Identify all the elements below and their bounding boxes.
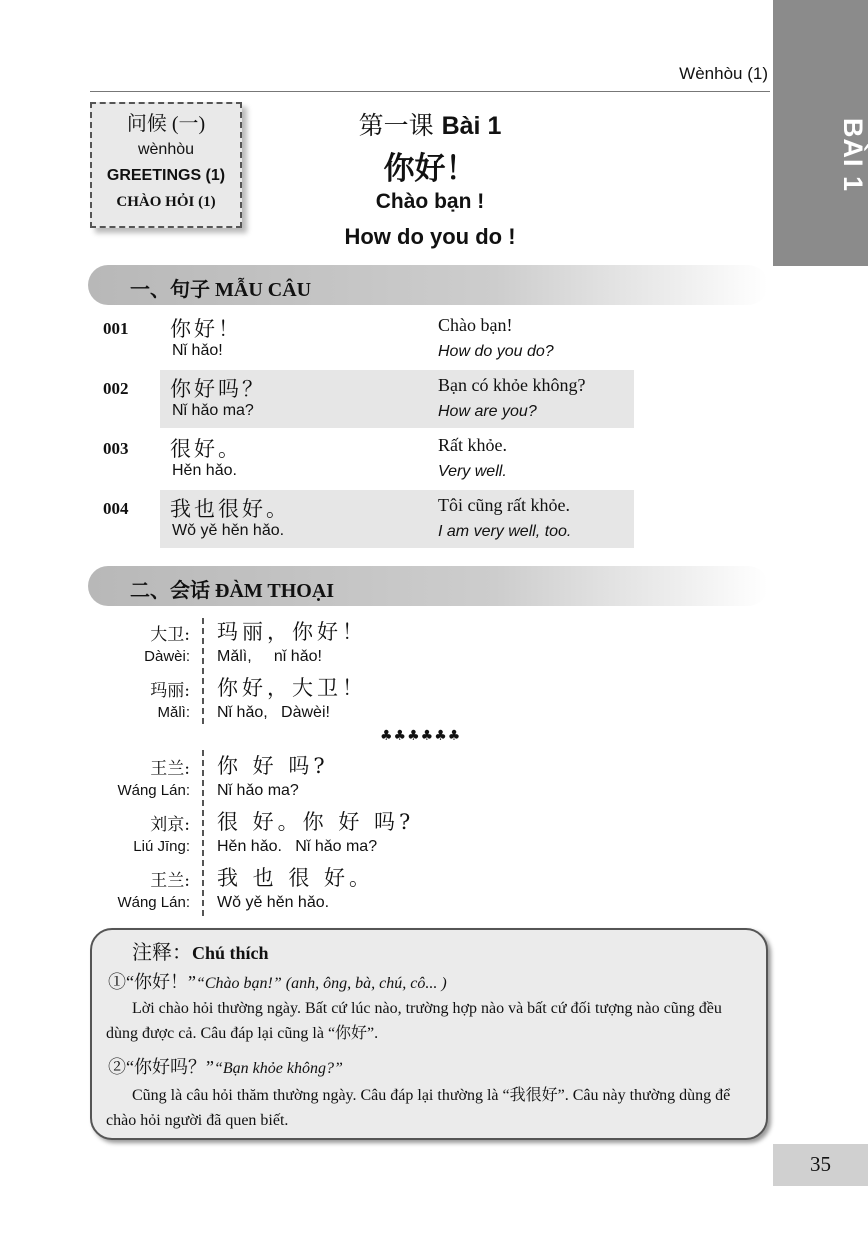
dialogue-line — [90, 862, 530, 918]
dialogue-line — [90, 672, 530, 728]
note-term: ①“你好！” — [108, 972, 196, 992]
note-term: ②“你好吗？” — [108, 1057, 214, 1077]
sentence-en: How do you do? — [438, 343, 554, 360]
page-number: 35 — [810, 1152, 831, 1176]
page-number-box — [773, 1144, 868, 1186]
sentence-row — [100, 490, 634, 548]
topic-pinyin: wènhòu — [137, 141, 195, 158]
speaker-zh: 玛丽: — [150, 681, 190, 701]
note-body: Lời chào hỏi thường ngày. Bất cứ lúc nào, trường hợp nào và bất cứ đối tượng nào cũng đều dùng được cả. Câu đáp lại cũng là “你好”. — [106, 1000, 722, 1042]
lesson-number-zh: 第一课 — [358, 111, 434, 140]
dialogue-pinyin: Hěn hǎo. Nǐ hǎo ma? — [217, 838, 378, 855]
dialogue-pinyin: Mǎlì, nǐ hǎo! — [217, 648, 322, 665]
dialogue-zh: 我 也 很 好。 — [217, 866, 375, 890]
note-heading — [108, 1053, 343, 1079]
sentence-en: How are you? — [438, 403, 537, 420]
sentence-number: 004 — [103, 499, 129, 518]
running-head: Wènhòu (1) — [679, 64, 768, 83]
sentence-pinyin: Hěn hǎo. — [172, 462, 237, 479]
dialogue-pinyin: Nǐ hǎo ma? — [217, 782, 299, 799]
notes-box — [90, 928, 768, 1140]
dialogue-pinyin: Wǒ yě hěn hǎo. — [217, 894, 330, 911]
sentence-vi: Tôi cũng rất khỏe. — [438, 495, 570, 515]
greeting-zh: 你好！ — [383, 151, 477, 187]
section-label: 二、会话 ĐÀM THOẠI — [130, 580, 335, 602]
sentence-pinyin: Wǒ yě hěn hǎo. — [172, 522, 285, 539]
sentence-vi: Rất khỏe. — [438, 435, 507, 455]
topic-vi: CHÀO HỎI (1) — [116, 194, 216, 210]
dialogue-zh: 你好，大卫！ — [217, 676, 367, 700]
sentence-zh: 我也很好。 — [170, 497, 290, 521]
section-label: 一、句子 MẪU CÂU — [130, 279, 312, 301]
sentence-pinyin: Nǐ hǎo ma? — [172, 402, 254, 419]
note-body: Cũng là câu hỏi thăm thường ngày. Câu đáp lại thường là “我很好”. Câu này thường dùng để chào hỏi người đã quen biết. — [106, 1087, 731, 1129]
sentence-vi: Bạn có khỏe không? — [438, 375, 586, 395]
speaker-pinyin: Wáng Lán: — [117, 782, 190, 799]
speaker-pinyin: Mǎlì: — [157, 704, 190, 721]
notes-title-zh: 注释： — [132, 942, 192, 964]
note-heading — [108, 968, 447, 994]
sentence-number: 002 — [103, 379, 129, 398]
sentence-pinyin: Nǐ hǎo! — [172, 342, 223, 359]
lesson-number-vi: Bài 1 — [441, 112, 502, 140]
sentence-en: Very well. — [438, 463, 507, 480]
dialogue-zh: 玛丽，你好！ — [217, 620, 367, 644]
greeting-en: How do you do ! — [344, 224, 516, 249]
notes-title-vi: Chú thích — [192, 943, 269, 963]
sentence-number: 003 — [103, 439, 129, 458]
topic-zh: 问候 (一) — [126, 113, 206, 135]
sentence-zh: 很好。 — [170, 437, 242, 461]
dialogue-line — [90, 806, 530, 862]
topic-box — [90, 102, 242, 228]
topic-en: GREETINGS (1) — [106, 167, 226, 184]
note-gloss: “Bạn khỏe không?” — [213, 1060, 343, 1077]
dialogue-zh: 很 好。你 好 吗? — [217, 810, 415, 834]
dialogue-pinyin: Nǐ hǎo, Dàwèi! — [217, 704, 330, 721]
sentence-zh: 你好吗？ — [170, 377, 266, 401]
sentence-row — [100, 310, 634, 368]
dialogue-zh: 你 好 吗? — [217, 754, 329, 778]
section-bar-dialogue — [88, 566, 768, 606]
sentence-vi: Chào bạn! — [438, 315, 513, 335]
dialogue-separator: ♣♣♣♣♣♣ — [380, 728, 462, 744]
lesson-title — [300, 106, 560, 142]
sentence-en: I am very well, too. — [438, 523, 572, 540]
sentence-row — [100, 370, 634, 428]
speaker-pinyin: Dàwèi: — [144, 648, 190, 665]
side-tab-label: BÀI 1 — [838, 118, 868, 193]
speaker-pinyin: Wáng Lán: — [117, 894, 190, 911]
note-gloss: “Chào bạn!” (anh, ông, bà, chú, cô... ) — [195, 975, 447, 992]
dialogue-line — [90, 616, 530, 672]
sentence-number: 001 — [103, 319, 129, 338]
dialogue-line — [90, 750, 530, 806]
speaker-zh: 大卫: — [150, 625, 190, 645]
greeting-vi: Chào bạn ! — [375, 190, 485, 213]
sentence-zh: 你好！ — [170, 317, 242, 341]
speaker-zh: 王兰: — [150, 871, 190, 891]
notes-title — [132, 936, 269, 965]
section-bar-sentences — [88, 265, 768, 305]
speaker-pinyin: Liú Jīng: — [133, 838, 190, 855]
speaker-zh: 刘京: — [150, 815, 190, 835]
speaker-zh: 王兰: — [150, 759, 190, 779]
side-tab — [773, 0, 868, 266]
header-rule — [90, 91, 770, 92]
sentence-row — [100, 430, 634, 488]
